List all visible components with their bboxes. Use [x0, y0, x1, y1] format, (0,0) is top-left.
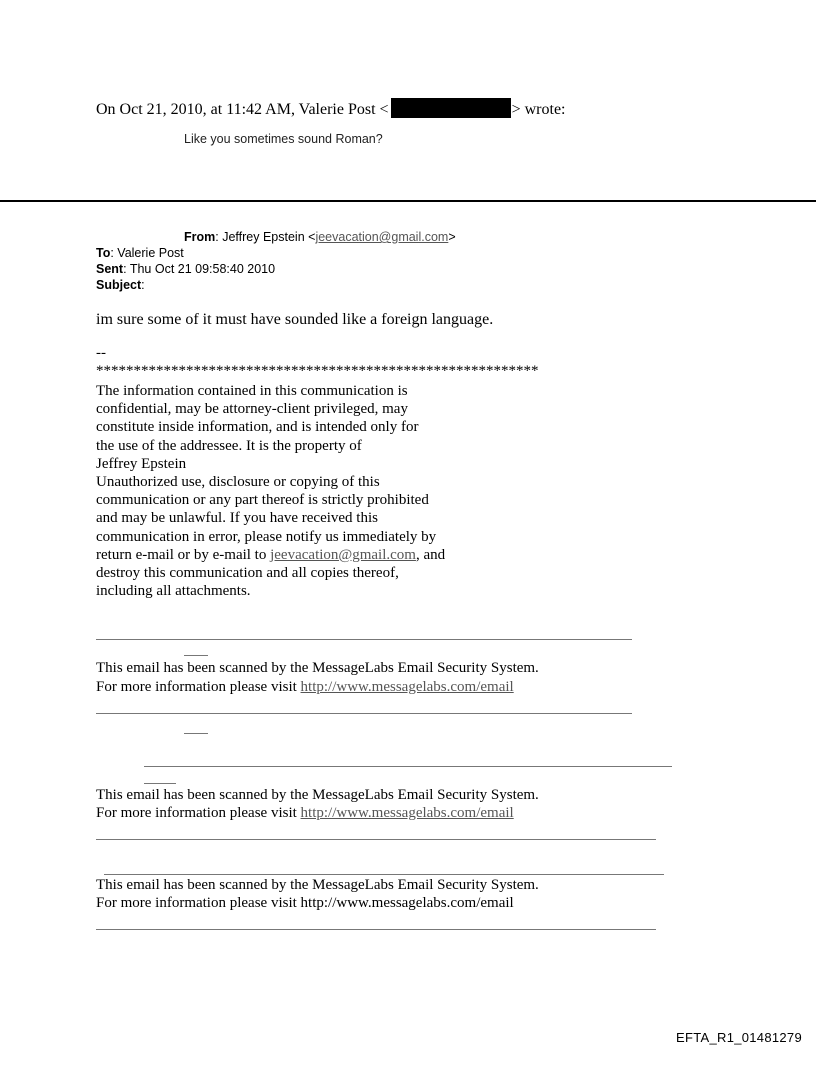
scan-notice-line: This email has been scanned by the MessageLabs Email Security System. — [96, 660, 539, 676]
messagelabs-link[interactable]: http://www.messagelabs.com/email — [300, 805, 514, 821]
from-name: Jeffrey Epstein < — [222, 230, 316, 244]
quoted-text: Like you sometimes sound Roman? — [184, 132, 383, 146]
scan-info-line — [96, 678, 514, 696]
signature-stars: *********************************************************** — [96, 363, 539, 379]
disclaimer-line: Unauthorized use, disclosure or copying of this — [96, 474, 380, 491]
disclaimer-line: the use of the addressee. It is the property of — [96, 437, 362, 454]
sent-label: Sent — [96, 262, 124, 276]
redaction-block — [391, 98, 511, 118]
quoted-header-close-bracket: > — [511, 101, 521, 118]
disclaimer-line: and may be unlawful. If you have received this — [96, 510, 378, 527]
signature-dashes: -- — [96, 345, 106, 361]
scan-info-prefix: For more information please visit — [96, 805, 301, 821]
horizontal-rule — [96, 639, 632, 640]
from-email-link[interactable]: jeevacation@gmail.com — [315, 230, 449, 244]
disclaimer-return-line — [96, 546, 476, 564]
quoted-header-open-bracket: < — [379, 101, 389, 118]
disclaimer-line: constitute inside information, and is intended only for — [96, 419, 419, 436]
scan-info-prefix: For more information please visit — [96, 679, 301, 695]
sent-value: Thu Oct 21 09:58:40 2010 — [129, 262, 276, 276]
section-divider — [0, 200, 816, 202]
document-id: EFTA_R1_01481279 — [676, 1030, 802, 1045]
horizontal-rule — [96, 929, 656, 930]
from-close: > — [448, 230, 456, 244]
disclaimer-line: confidential, may be attorney-client privileged, may — [96, 401, 408, 418]
horizontal-rule — [96, 839, 656, 840]
horizontal-rule — [144, 766, 672, 767]
return-email-link[interactable]: jeevacation@gmail.com — [270, 546, 416, 563]
return-suffix: , and — [415, 546, 446, 563]
scan-notice-line: This email has been scanned by the MessageLabs Email Security System. — [96, 877, 539, 893]
disclaimer-line: including all attachments. — [96, 583, 251, 600]
disclaimer-line: The information contained in this communication is — [96, 383, 408, 399]
scan-notice-line: This email has been scanned by the MessageLabs Email Security System. — [96, 787, 539, 803]
disclaimer-line: Jeffrey Epstein — [96, 455, 187, 472]
from-label: From — [184, 230, 216, 244]
short-rule — [184, 655, 208, 656]
return-prefix: return e-mail or by e-mail to — [96, 546, 271, 563]
scan-info-line: For more information please visit http://www.messagelabs.com/email — [96, 895, 514, 911]
short-rule — [184, 733, 208, 734]
message-body: im sure some of it must have sounded like a foreign language. — [96, 311, 494, 328]
quoted-header-prefix: On Oct 21, 2010, at 11:42 AM, Valerie Post — [96, 101, 376, 118]
horizontal-rule — [96, 713, 632, 714]
disclaimer-line: communication in error, please notify us immediately by — [96, 528, 437, 545]
sent-line: Sent: Thu Oct 21 09:58:40 2010 — [96, 262, 276, 276]
short-rule — [144, 783, 176, 784]
to-label: To — [96, 246, 111, 260]
messagelabs-link[interactable]: http://www.messagelabs.com/email — [300, 679, 514, 695]
quoted-header — [96, 98, 565, 119]
disclaimer-line: destroy this communication and all copies thereof, — [96, 565, 399, 582]
horizontal-rule — [104, 874, 664, 875]
subject-line: Subject: — [96, 278, 145, 292]
disclaimer-line: communication or any part thereof is strictly prohibited — [96, 492, 429, 509]
to-line: To: Valerie Post — [96, 246, 184, 260]
from-line: From: Jeffrey Epstein <jeevacation@gmail.com> — [184, 230, 456, 244]
to-value: Valerie Post — [117, 246, 184, 260]
scan-info-line — [96, 804, 514, 822]
quoted-header-suffix: wrote: — [524, 101, 566, 118]
confidentiality-disclaimer — [96, 382, 476, 600]
subject-label: Subject — [96, 278, 142, 292]
